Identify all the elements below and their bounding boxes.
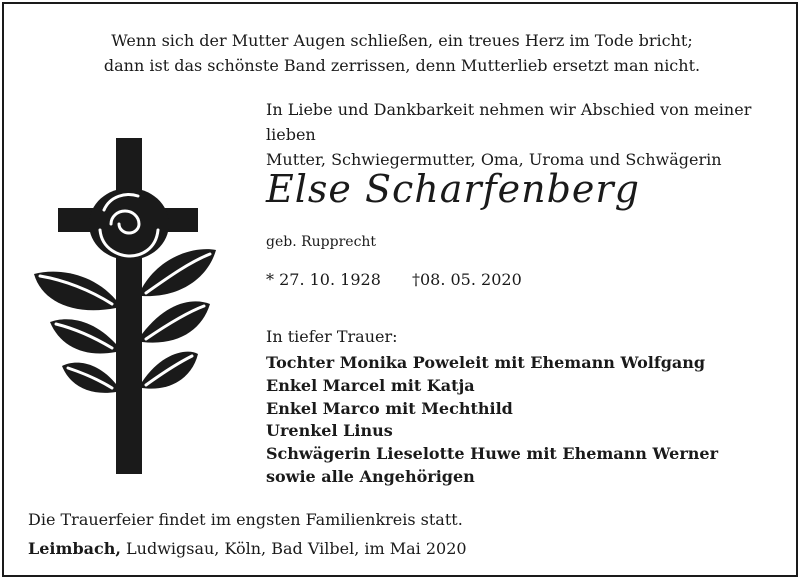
place-and-date	[28, 538, 728, 560]
place-town: Leimbach,	[28, 539, 121, 558]
mourner-item: sowie alle Angehörigen	[266, 466, 475, 486]
place-rest: Ludwigsau, Köln, Bad Vilbel, im Mai 2020	[120, 539, 467, 558]
birth-date: * 27. 10. 1928	[266, 270, 381, 289]
cross-with-rose-icon	[30, 138, 220, 478]
mourner-item: Enkel Marco mit Mechthild	[266, 398, 513, 418]
intro-text	[266, 97, 786, 172]
mourner-item: Urenkel Linus	[266, 421, 393, 441]
mourners-list	[266, 352, 786, 489]
poem-line-2: dann ist das schönste Band zerrissen, denn Mutterlieb ersetzt man nicht.	[103, 56, 701, 75]
death-date: †08. 05. 2020	[411, 270, 522, 289]
intro-line-2: Mutter, Schwiegermutter, Oma, Uroma und Schwägerin	[266, 150, 722, 169]
mourner-item: Tochter Monika Poweleit mit Ehemann Wolfgang	[266, 353, 706, 372]
poem	[4, 28, 800, 78]
ceremony-note: Die Trauerfeier findet im engsten Familienkreis statt.	[28, 510, 463, 529]
poem-line-1: Wenn sich der Mutter Augen schließen, ein treues Herz im Tode bricht;	[111, 31, 693, 50]
mourning-heading: In tiefer Trauer:	[266, 327, 398, 346]
life-dates	[266, 269, 666, 291]
deceased-name: Else Scharfenberg	[266, 167, 640, 211]
mourner-item: Schwägerin Lieselotte Huwe mit Ehemann Werner	[266, 444, 719, 464]
intro-line-1: In Liebe und Dankbarkeit nehmen wir Abschied von meiner lieben	[266, 100, 752, 144]
mourner-item: Enkel Marcel mit Katja	[266, 375, 475, 395]
obituary-frame	[2, 2, 798, 577]
maiden-name: geb. Rupprecht	[266, 234, 377, 250]
